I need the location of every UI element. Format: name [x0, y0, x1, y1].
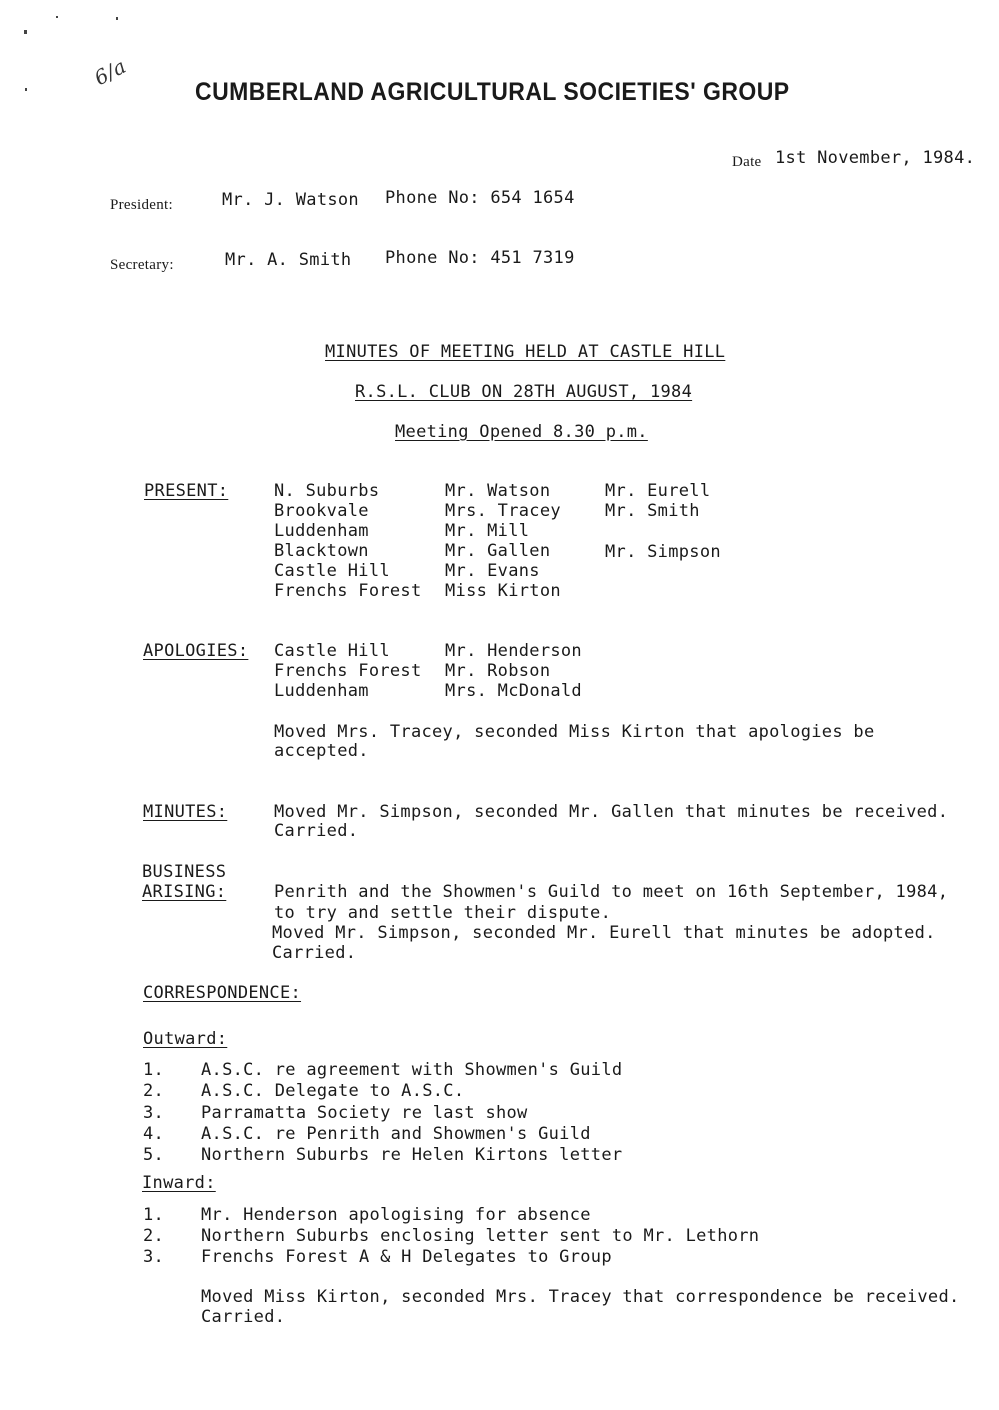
- inward-label: Inward:: [142, 1173, 216, 1193]
- present-delegate: Mrs. Tracey: [445, 501, 561, 521]
- apologies-society: Frenchs Forest: [274, 661, 422, 681]
- secretary-label: Secretary:: [110, 257, 174, 273]
- present-other: Mr. Eurell: [605, 481, 711, 501]
- apologies-society: Castle Hill: [274, 641, 390, 661]
- meeting-heading-line1: MINUTES OF MEETING HELD AT CASTLE HILL: [325, 342, 726, 362]
- present-delegate: Mr. Gallen: [445, 541, 551, 561]
- business-arising-line: Moved Mr. Simpson, seconded Mr. Eurell that minutes be adopted.: [272, 923, 936, 943]
- inward-item: Northern Suburbs enclosing letter sent to Mr. Lethorn: [201, 1226, 760, 1246]
- secretary-phone: Phone No: 451 7319: [385, 248, 575, 268]
- outward-item-number: 3.: [143, 1103, 165, 1123]
- outward-item-number: 4.: [143, 1124, 165, 1144]
- president-phone: Phone No: 654 1654: [385, 188, 575, 208]
- correspondence-motion: Moved Miss Kirton, seconded Mrs. Tracey that correspondence be received.: [201, 1287, 960, 1307]
- inward-item: Mr. Henderson apologising for absence: [201, 1205, 591, 1225]
- outward-label: Outward:: [143, 1029, 228, 1049]
- outward-item: Northern Suburbs re Helen Kirtons letter: [201, 1145, 623, 1165]
- apologies-motion-cont: accepted.: [274, 741, 369, 761]
- president-name: Mr. J. Watson: [222, 190, 359, 210]
- outward-item: A.S.C. Delegate to A.S.C.: [201, 1081, 465, 1101]
- secretary-name: Mr. A. Smith: [225, 250, 352, 270]
- outward-item-number: 2.: [143, 1081, 165, 1101]
- correspondence-label: CORRESPONDENCE:: [143, 983, 302, 1003]
- inward-item: Frenchs Forest A & H Delegates to Group: [201, 1247, 612, 1267]
- apologies-name: Mrs. McDonald: [445, 681, 582, 701]
- present-other: Mr. Smith: [605, 501, 700, 521]
- outward-item: Parramatta Society re last show: [201, 1103, 528, 1123]
- apologies-label: APOLOGIES:: [143, 641, 249, 661]
- outward-item: A.S.C. re agreement with Showmen's Guild: [201, 1060, 623, 1080]
- business-arising-label-cont: ARISING:: [142, 882, 227, 902]
- scan-speck: [24, 30, 27, 34]
- scan-speck: [25, 88, 27, 91]
- minutes-label: MINUTES:: [143, 802, 228, 822]
- apologies-motion: Moved Mrs. Tracey, seconded Miss Kirton that apologies be: [274, 722, 875, 742]
- correspondence-carried: Carried.: [201, 1307, 286, 1327]
- present-label: PRESENT:: [144, 481, 229, 501]
- organization-title: CUMBERLAND AGRICULTURAL SOCIETIES' GROUP: [195, 78, 790, 106]
- meeting-heading-line2: R.S.L. CLUB ON 28TH AUGUST, 1984: [355, 382, 693, 402]
- date-label: Date: [732, 154, 762, 170]
- scan-speck: [56, 16, 58, 18]
- inward-item-number: 1.: [143, 1205, 165, 1225]
- present-society: Blacktown: [274, 541, 369, 561]
- present-delegate: Mr. Evans: [445, 561, 540, 581]
- business-arising-line: Penrith and the Showmen's Guild to meet on 16th September, 1984,: [274, 882, 949, 902]
- meeting-heading-line3: Meeting Opened 8.30 p.m.: [395, 422, 648, 442]
- present-society: N. Suburbs: [274, 481, 380, 501]
- president-label: President:: [110, 197, 173, 213]
- present-delegate: Miss Kirton: [445, 581, 561, 601]
- apologies-name: Mr. Henderson: [445, 641, 582, 661]
- outward-item-number: 1.: [143, 1060, 165, 1080]
- business-arising-label: BUSINESS: [142, 862, 227, 882]
- outward-item: A.S.C. re Penrith and Showmen's Guild: [201, 1124, 591, 1144]
- present-society: Frenchs Forest: [274, 581, 422, 601]
- date-value: 1st November, 1984.: [775, 148, 976, 168]
- apologies-name: Mr. Robson: [445, 661, 551, 681]
- present-society: Brookvale: [274, 501, 369, 521]
- inward-item-number: 2.: [143, 1226, 165, 1246]
- present-other: Mr. Simpson: [605, 542, 721, 562]
- present-delegate: Mr. Mill: [445, 521, 530, 541]
- outward-item-number: 5.: [143, 1145, 165, 1165]
- apologies-society: Luddenham: [274, 681, 369, 701]
- handwritten-note: 6/a: [90, 53, 131, 91]
- minutes-carried: Carried.: [274, 821, 359, 841]
- inward-item-number: 3.: [143, 1247, 165, 1267]
- business-arising-line: to try and settle their dispute.: [274, 903, 612, 923]
- scan-speck: [116, 17, 118, 20]
- minutes-motion: Moved Mr. Simpson, seconded Mr. Gallen that minutes be received.: [274, 802, 949, 822]
- present-society: Luddenham: [274, 521, 369, 541]
- present-delegate: Mr. Watson: [445, 481, 551, 501]
- present-society: Castle Hill: [274, 561, 390, 581]
- business-arising-line: Carried.: [272, 943, 357, 963]
